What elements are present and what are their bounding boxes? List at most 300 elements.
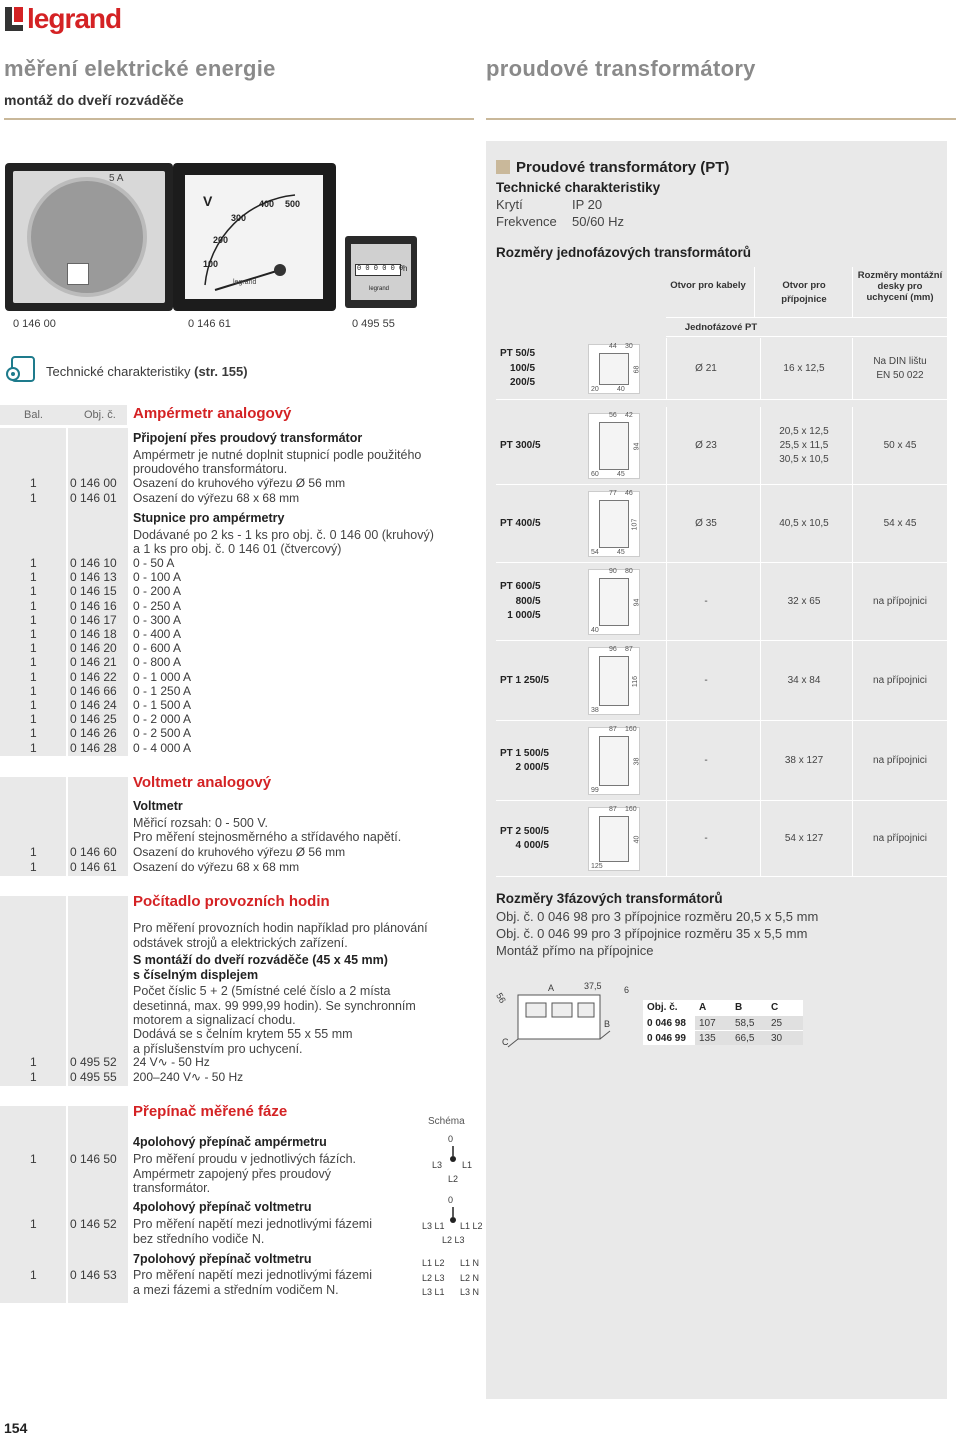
counter-l7: a příslušenstvím pro uchycení. (133, 1042, 303, 1056)
tp-cell: 58,5 (731, 1016, 767, 1030)
pt-dimension: 44 (609, 343, 617, 350)
d1-bottom: L2 (448, 1174, 459, 1184)
ammeter-desc3: Dodávané po 2 ks - 1 ks pro obj. č. 0 146 00 (kruhový) (133, 528, 434, 542)
pt-dimension: 116 (631, 675, 639, 688)
order-code: 0 146 61 (70, 859, 117, 874)
order-code: 0 146 18 (70, 627, 117, 641)
header-divider-left (4, 118, 474, 120)
ammeter-desc2: proudového transformátoru. (133, 462, 288, 476)
qty: 1 (30, 570, 37, 585)
pt-deska (856, 832, 944, 846)
pt-name-line: 2 000/5 (515, 762, 549, 773)
switch-title: Přepínač měřené fáze (133, 1103, 288, 1120)
d1-top: 0 (448, 1134, 454, 1144)
pt-dimension: 77 (609, 490, 617, 497)
three-phase-table (643, 1000, 803, 1045)
switch1-title: 4polohový přepínač ampérmetru (133, 1135, 327, 1149)
voltmeter-scale-500: 500 (285, 199, 301, 209)
pt-name (500, 580, 541, 624)
d2-top: 0 (448, 1195, 454, 1205)
pt-col-divider (666, 407, 667, 485)
col-header-obj: Obj. č. (84, 409, 116, 421)
pt-drawing-icon (588, 413, 640, 479)
pt-dimension: 87 (625, 646, 633, 653)
pt-dimension: 46 (625, 490, 633, 497)
counter-brand: legrand (369, 286, 390, 292)
qty: 1 (30, 845, 37, 859)
description: 0 - 50 A (133, 556, 175, 570)
description: 0 - 1 000 A (133, 669, 192, 684)
qty: 1 (30, 1055, 37, 1069)
order-code: 0 146 21 (70, 655, 117, 670)
switch-diagram-3 (422, 1256, 492, 1300)
pt-deska-line: 50 x 45 (883, 440, 917, 451)
page-title-right: proudové transformátory (486, 56, 756, 81)
pt-dimension: 45 (617, 549, 625, 556)
d1-knob-icon (446, 1146, 460, 1172)
pt-col-divider (852, 801, 853, 877)
qty: 1 (30, 726, 37, 741)
pt-name-line: PT 50/5 (500, 348, 536, 360)
d3-r1: L1 N (460, 1258, 480, 1268)
counter-display: 0 0 0 0 0 0 (357, 265, 404, 273)
pt-col-divider (852, 485, 853, 563)
pt-col-divider (852, 563, 853, 641)
voltmeter-desc2: Pro měření stejnosměrného a střídavého napětí. (133, 830, 402, 844)
three-phase-l3: Montáž přímo na přípojnice (496, 943, 654, 958)
description: 0 - 1 500 A (133, 698, 192, 712)
description: Osazení do výřezu 68 x 68 mm (133, 859, 300, 874)
pt-name-line: 200/5 (510, 377, 536, 389)
pt-col-divider (666, 801, 667, 877)
pt-name-line: 800/5 (515, 595, 541, 607)
order-code: 0 146 20 (70, 641, 117, 656)
tp-row (643, 1015, 803, 1030)
pt-title: Proudové transformátory (PT) (516, 159, 730, 176)
pt-col-divider (852, 641, 853, 721)
product-code-3: 0 495 55 (352, 318, 395, 330)
col-group-jednofazove: Jednofázové PT (684, 322, 758, 333)
pt-deska (856, 355, 944, 383)
pt-col-divider (760, 485, 761, 563)
pt-prip-line: 32 x 65 (787, 596, 821, 607)
product-code-1: 0 146 00 (13, 318, 56, 330)
d1-left: L3 (432, 1160, 443, 1170)
switch2-title: 4polohový přepínač voltmetru (133, 1200, 312, 1214)
counter-l6: Dodává se s čelním krytem 55 x 55 mm (133, 1027, 353, 1041)
counter-unit: h (403, 264, 408, 273)
page-subtitle-left: montáž do dveří rozváděče (4, 92, 184, 108)
pt-prip-line: 30,5 x 10,5 (779, 454, 829, 465)
description: Osazení do kruhového výřezu Ø 56 mm (133, 476, 346, 490)
d3-r2: L2 N (460, 1272, 480, 1283)
pt-name (500, 825, 549, 854)
ammeter-desc4: a 1 ks pro obj. č. 0 146 01 (čtvercový) (133, 542, 342, 556)
qty: 1 (30, 627, 37, 641)
ammeter-round-photo (5, 163, 173, 311)
order-code: 0 146 52 (70, 1217, 117, 1231)
pt-name-line: 4 000/5 (515, 840, 549, 851)
brand-name: legrand (27, 3, 122, 34)
voltmeter-brand-label: legrand (233, 279, 257, 286)
switch-diagram-1 (424, 1134, 484, 1190)
pt-deska-line: Na DIN lištu (873, 356, 927, 367)
description: 0 - 2 000 A (133, 712, 192, 727)
description: 0 - 1 250 A (133, 683, 192, 698)
pt-dimension: 54 (591, 549, 599, 556)
pt-deska (856, 754, 944, 768)
fig-b: B (604, 1019, 611, 1029)
schema-label: Schéma (428, 1116, 465, 1127)
pt-kabel: Ø 35 (695, 518, 717, 529)
switch3-b: a mezi fázemi a středním vodičem N. (133, 1283, 339, 1297)
pt-dimension: 87 (609, 806, 617, 813)
tp-cell: 25 (767, 1016, 803, 1030)
pt-col-divider (852, 721, 853, 801)
pt-prip-line: 54 x 127 (784, 833, 824, 844)
pt-deska-line: 54 x 45 (883, 518, 917, 529)
pt-name (500, 517, 541, 532)
pt-prip-line: 20,5 x 12,5 (779, 426, 829, 437)
pt-col-divider (760, 563, 761, 641)
pt-dimension: 160 (625, 726, 637, 733)
order-code: 0 146 25 (70, 712, 117, 727)
catalog-book-icon (4, 356, 36, 384)
voltmeter-scale-300: 300 (231, 213, 247, 223)
description: Osazení do kruhového výřezu Ø 56 mm (133, 845, 346, 859)
counter-l3: Počet číslic 5 + 2 (5místné celé číslo a 2 místa (133, 984, 391, 998)
counter-b1: S montáží do dveří rozváděče (45 x 45 mm) (133, 953, 388, 967)
d3-right-col (460, 1256, 479, 1300)
ammeter-title: Ampérmetr analogový (133, 405, 292, 422)
pt-pripojnice (764, 674, 844, 688)
pt-table-row (496, 641, 947, 721)
order-code: 0 495 52 (70, 1055, 117, 1069)
voltmeter-scale-400: 400 (259, 199, 275, 209)
tech-link-page: (str. 155) (194, 364, 248, 379)
description: 0 - 800 A (133, 655, 182, 670)
order-code: 0 146 53 (70, 1268, 117, 1282)
pt-deska (856, 517, 944, 531)
qty: 1 (30, 859, 37, 874)
pt-dimension: 160 (625, 806, 637, 813)
voltmeter-desc1: Měřicí rozsah: 0 - 500 V. (133, 816, 269, 830)
pt-dimension: 94 (633, 598, 641, 607)
meter-range-label: 5 A (109, 173, 124, 184)
pt-dimension: 38 (633, 757, 641, 766)
description: 0 - 4 000 A (133, 740, 192, 755)
qty: 1 (30, 712, 37, 727)
d2-bottom: L2 L3 (442, 1235, 465, 1245)
pt-prip-line: 34 x 84 (787, 675, 821, 686)
col-header-bal: Bal. (24, 409, 43, 421)
fig-c: C (502, 1037, 509, 1047)
qty: 1 (30, 476, 37, 490)
pt-dimension: 68 (633, 365, 641, 374)
counter-l4: desetinná, max. 99 999,99 hodin). Se synchronním (133, 999, 416, 1013)
pt-deska (856, 439, 944, 453)
fig-d2: 37,5 (584, 981, 602, 991)
pt-drawing-icon (588, 727, 640, 795)
pt-name-line: PT 1 500/5 (500, 747, 549, 759)
qty: 1 (30, 698, 37, 712)
pt-dimension: 60 (591, 471, 599, 478)
description: 24 V∿ - 50 Hz (133, 1055, 210, 1069)
pt-dimension: 42 (625, 412, 633, 419)
tp-col-head: B (735, 1002, 743, 1013)
tp-row (643, 1030, 803, 1045)
qty: 1 (30, 669, 37, 684)
d3-l1: L1 L2 (422, 1258, 445, 1268)
pt-name (500, 674, 549, 689)
pt-table-row (496, 721, 947, 801)
switch-diagram-2 (422, 1195, 492, 1251)
pt-deska-line: EN 50 022 (876, 370, 924, 381)
pt-kabel: - (704, 755, 708, 766)
pt-pripojnice (764, 832, 844, 846)
order-code: 0 495 55 (70, 1069, 117, 1084)
counter-l1: Pro měření provozních hodin například pro plánování (133, 921, 428, 935)
qty: 1 (30, 598, 37, 613)
tp-col-head: C (771, 1002, 779, 1013)
tech-link-label: Technické charakteristiky (46, 364, 191, 379)
col-rozmery-desky: Rozměry montážní desky pro uchycení (mm) (857, 270, 943, 303)
description: 0 - 200 A (133, 584, 182, 599)
three-phase-transformer-icon (496, 975, 636, 1055)
pt-drawing-icon (588, 647, 640, 715)
switch1-b: Ampérmetr zapojený přes proudový (133, 1167, 332, 1181)
tp-head-row (643, 1000, 803, 1015)
pt-kabel: - (704, 675, 708, 686)
pt-dimension: 80 (625, 568, 633, 575)
pt-deska-line: na přípojnici (873, 596, 927, 607)
qty: 1 (30, 1152, 37, 1166)
description: 0 - 2 500 A (133, 726, 192, 741)
description: 0 - 600 A (133, 641, 182, 656)
pt-dimension: 30 (625, 343, 633, 350)
pt-dimension: 38 (591, 707, 599, 714)
product-code-2: 0 146 61 (188, 318, 231, 330)
three-phase-l2: Obj. č. 0 046 99 pro 3 přípojnice rozměru 35 x 5,5 mm (496, 926, 808, 941)
qty: 1 (30, 490, 37, 505)
pt-kryti-value: IP 20 (572, 197, 603, 212)
description: Pro měření napětí mezi jednotlivými fázemi (133, 1217, 372, 1231)
pt-dimension: 94 (633, 442, 641, 451)
description: Osazení do výřezu 68 x 68 mm (133, 490, 300, 505)
counter-l2: odstávek strojů a elektrických zařízení. (133, 936, 348, 950)
counter-l5: motorem a signalizací chodu. (133, 1013, 296, 1027)
pt-dimension: 20 (591, 386, 599, 393)
pt-table-row (496, 563, 947, 641)
pt-dimension: 96 (609, 646, 617, 653)
pt-name-line: PT 2 500/5 (500, 825, 549, 837)
ammeter-sub1: Připojení přes proudový transformátor (133, 431, 363, 445)
pt-drawing-icon (588, 491, 640, 557)
pt-dimension: 40 (617, 386, 625, 393)
pt-name (500, 439, 541, 454)
voltmeter-scale-200: 200 (213, 235, 229, 245)
d1-right: L1 (462, 1160, 473, 1170)
pt-dimension: 40 (591, 627, 599, 634)
pt-pripojnice (764, 517, 844, 531)
switch2-b: bez středního vodiče N. (133, 1232, 265, 1246)
pt-deska (856, 674, 944, 688)
d2-right: L1 L2 (460, 1221, 483, 1231)
pt-kryti-label: Krytí (496, 197, 523, 212)
header-divider-right (486, 118, 956, 120)
pt-prip-line: 16 x 12,5 (783, 363, 825, 374)
switch1-d: transformátor. (133, 1181, 211, 1195)
pt-table-row (496, 407, 947, 485)
switch3-title: 7polohový přepínač voltmetru (133, 1252, 312, 1266)
pt-dimension: 107 (631, 518, 639, 531)
qty: 1 (30, 612, 37, 627)
pt-kabel: - (704, 833, 708, 844)
pt-deska (856, 595, 944, 609)
qty: 1 (30, 683, 37, 698)
d3-l2: L2 L3 (422, 1272, 445, 1283)
order-code: 0 146 10 (70, 556, 117, 570)
tp-cell: 66,5 (731, 1031, 767, 1045)
description: 0 - 400 A (133, 627, 182, 641)
pt-dimension: 40 (633, 835, 641, 844)
pt-col-divider (666, 485, 667, 563)
voltmeter-sub: Voltmetr (133, 799, 183, 813)
pt-col-divider (666, 641, 667, 721)
pt-dimension: 87 (609, 726, 617, 733)
legrand-logo (4, 4, 121, 34)
pt-col-divider (666, 721, 667, 801)
order-code: 0 146 16 (70, 598, 117, 613)
tech-characteristics-link[interactable] (46, 364, 248, 379)
pt-table-row (496, 801, 947, 877)
pt-col-divider (852, 407, 853, 485)
order-code: 0 146 28 (70, 740, 117, 755)
pt-name-line: 100/5 (510, 362, 536, 374)
order-code: 0 146 22 (70, 669, 117, 684)
fig-d3: 6 (624, 985, 630, 995)
pt-deska-line: na přípojnici (873, 675, 927, 686)
tp-col-head: Obj. č. (647, 1002, 678, 1013)
pt-col-divider (852, 338, 853, 400)
pt-kabel: - (704, 596, 708, 607)
pt-pripojnice (764, 425, 844, 467)
pt-col-divider (760, 338, 761, 400)
tp-cell: 0 046 99 (643, 1031, 695, 1045)
pt-name-line: 1 000/5 (507, 610, 541, 622)
qty: 1 (30, 655, 37, 670)
pt-dimension: 99 (591, 787, 599, 794)
tp-col-head: A (699, 1002, 707, 1013)
pt-col-divider (666, 338, 667, 400)
page-number: 154 (4, 1420, 28, 1436)
order-code: 0 146 00 (70, 476, 117, 490)
ammeter-sub2: Stupnice pro ampérmetry (133, 511, 285, 525)
description: 0 - 300 A (133, 612, 182, 627)
pt-name-line: PT 300/5 (500, 439, 541, 451)
pt-col-divider (760, 407, 761, 485)
voltmeter-title: Voltmetr analogový (133, 774, 272, 791)
qty: 1 (30, 641, 37, 656)
order-code: 0 146 13 (70, 570, 117, 585)
qty: 1 (30, 584, 37, 599)
hour-counter-photo (345, 236, 417, 308)
description: 0 - 250 A (133, 598, 182, 613)
pt-drawing-icon (588, 807, 640, 871)
counter-title: Počítadlo provozních hodin (133, 893, 330, 910)
d3-r3: L3 N (460, 1287, 480, 1297)
pt-drawing-icon (588, 344, 640, 394)
pt-dimension: 56 (609, 412, 617, 419)
qty: 1 (30, 1268, 37, 1282)
fig-d1: 56 (494, 991, 508, 1005)
col-otvor-pripojnice: Otvor pro přípojnice (781, 280, 827, 305)
fig-a: A (548, 983, 555, 993)
pt-dimension: 45 (617, 471, 625, 478)
voltmeter-unit-label: V (203, 193, 213, 209)
qty: 1 (30, 1069, 37, 1084)
pt-col-divider (760, 641, 761, 721)
three-phase-l1: Obj. č. 0 046 98 pro 3 přípojnice rozměru 20,5 x 5,5 mm (496, 909, 819, 924)
pt-frek-label: Frekvence (496, 214, 557, 229)
description: Pro měření napětí mezi jednotlivými fázemi (133, 1268, 372, 1282)
description: Pro měření proudu v jednotlivých fázích. (133, 1152, 357, 1166)
tp-cell: 107 (695, 1016, 731, 1030)
pt-kabel: Ø 23 (695, 440, 717, 451)
page-title-left: měření elektrické energie (4, 56, 276, 81)
qty: 1 (30, 556, 37, 570)
pt-name-line: PT 400/5 (500, 517, 541, 529)
three-phase-title: Rozměry 3fázových transformátorů (496, 891, 723, 906)
counter-b2: s číselným displejem (133, 968, 259, 982)
legrand-mark-icon (4, 6, 24, 32)
pt-deska-line: na přípojnici (873, 755, 927, 766)
pt-deska-line: na přípojnici (873, 833, 927, 844)
description: 200–240 V∿ - 50 Hz (133, 1069, 244, 1084)
pt-table-row (496, 338, 947, 400)
pt-name-line: PT 1 250/5 (500, 674, 549, 686)
qty: 1 (30, 740, 37, 755)
pt-table-header (666, 267, 947, 337)
pt-col-divider (666, 563, 667, 641)
pt-prip-line: 40,5 x 10,5 (779, 518, 829, 529)
pt-kabel: Ø 21 (695, 363, 717, 374)
description: 0 - 100 A (133, 570, 182, 585)
order-code: 0 146 01 (70, 490, 117, 505)
pt-table-row (496, 485, 947, 563)
pt-pripojnice (764, 362, 844, 376)
order-code: 0 146 17 (70, 612, 117, 627)
qty: 1 (30, 1217, 37, 1231)
pt-col-divider (760, 721, 761, 801)
col-otvor-kabely: Otvor pro kabely (670, 280, 746, 291)
d3-left-col (422, 1256, 445, 1300)
d2-knob-icon (446, 1207, 460, 1233)
three-phase-figure (496, 975, 636, 1055)
tp-cell: 30 (767, 1031, 803, 1045)
pt-pripojnice (764, 595, 844, 609)
pt-dims-title: Rozměry jednofázových transformátorů (496, 245, 752, 260)
pt-prip-line: 38 x 127 (784, 755, 824, 766)
voltmeter-photo (173, 163, 336, 311)
d3-l3: L3 L1 (422, 1287, 445, 1297)
order-code: 0 146 26 (70, 726, 117, 741)
order-code: 0 146 50 (70, 1152, 117, 1166)
pt-title-square (496, 160, 510, 174)
pt-dimension: 125 (591, 863, 603, 870)
pt-dimension: 90 (609, 568, 617, 575)
d2-left: L3 L1 (422, 1221, 445, 1231)
